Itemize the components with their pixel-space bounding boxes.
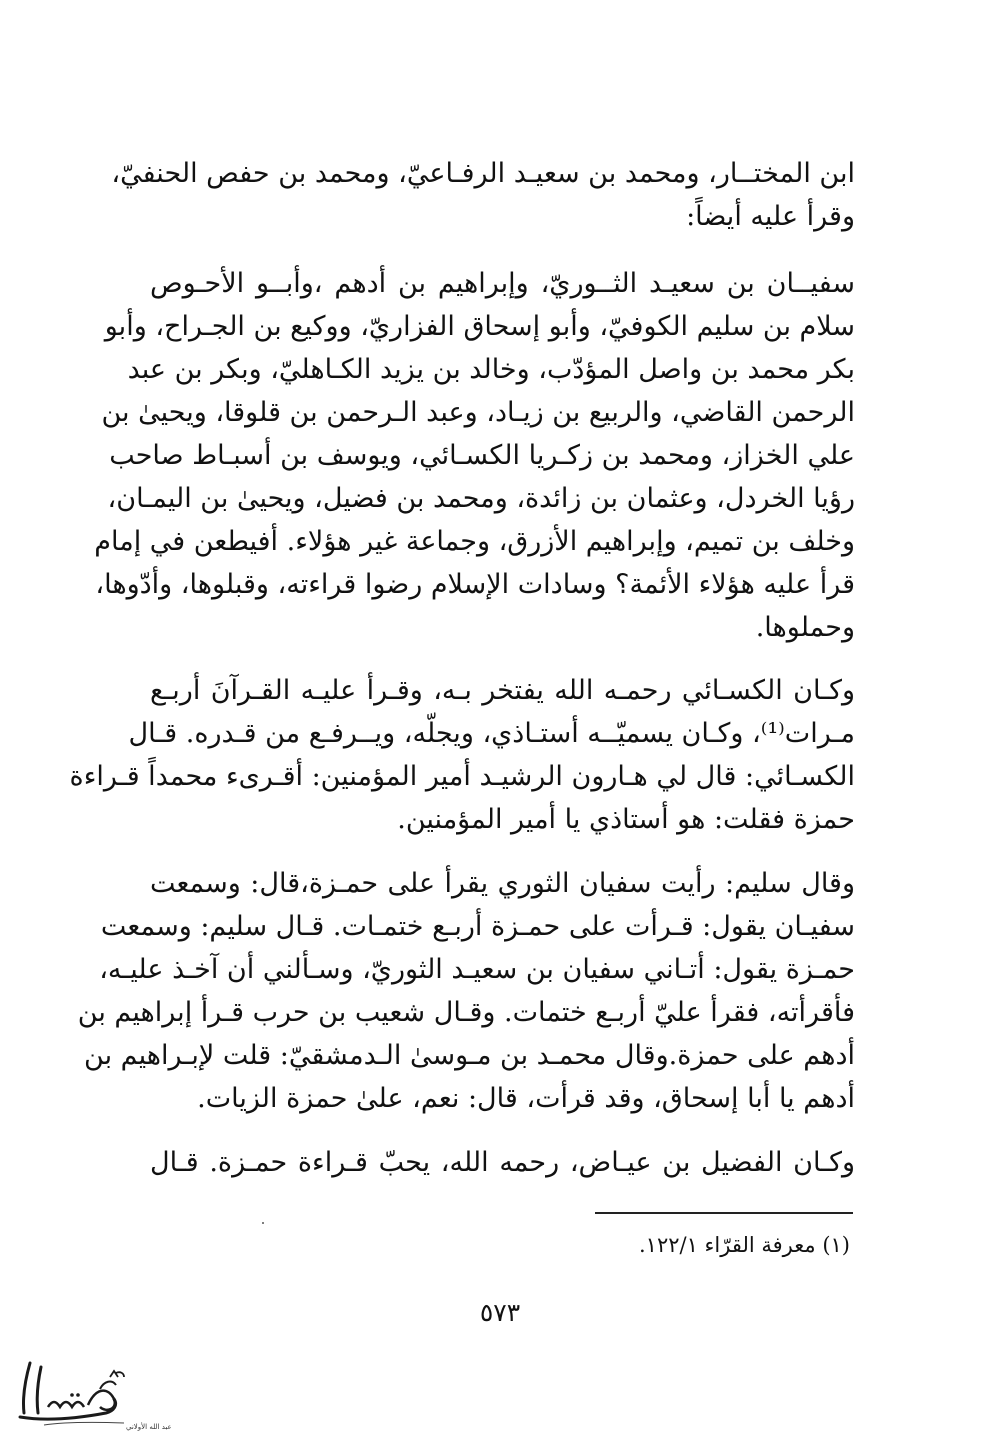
paragraph-3 [69, 669, 855, 841]
text-line: الرحمن القاضي، والربيع بن زيـاد، وعبد الـرحمن بن قلوقا، ويحيىٰ بن [101, 397, 855, 428]
paragraph-1 [111, 152, 855, 238]
text-line: الكسـائي: قال لي هـارون الرشيـد أمير المؤمنين: أقـرىء محمداً قـراءة [69, 761, 855, 792]
text-line: مـرات⁽¹⁾، وكـان يسميّــه أستـاذي، ويجلّه، ويــرفـع من قـدره. قـال [128, 718, 855, 749]
paragraph-2 [94, 262, 855, 649]
text-line: سلام بن سليم الكوفيّ، وأبو إسحاق الفزاريّ، ووكيع بن الجـراح، وأبو [104, 311, 855, 342]
text-line: وحملوها. [755, 612, 855, 643]
paragraph-5 [150, 1141, 855, 1184]
speck [262, 1222, 264, 1224]
watermark-small-text: عبد الله الأولاني [126, 1423, 172, 1431]
text-line: سفيــان بن سعيـد الثــوريّ، وإبراهيم بن أدهم ،وأبــو الأحـوص [150, 268, 855, 299]
text-line: حمزة فقلت: هو أستاذي يا أمير المؤمنين. [397, 804, 855, 835]
text-line: قرأ عليه هؤلاء الأئمة؟ وسادات الإسلام رضوا قراءته، وقبلوها، وأدّوها، [95, 569, 855, 600]
footnote-divider [595, 1212, 853, 1214]
text-line: فأقرأته، فقرأ عليّ أربـع ختمات. وقـال شعيب بن حرب قـرأ إبراهيم بن [77, 997, 855, 1028]
text-line: ابن المختــار، ومحمد بن سعيـد الرفـاعيّ، ومحمد بن حفص الحنفيّ، [111, 158, 855, 189]
page-number: ٥٧٣ [479, 1298, 521, 1327]
text-line: وكـان الكسـائي رحمـه الله يفتخر بـه، وقـرأ عليـه القـرآنَ أربـع [150, 675, 855, 706]
calligraphy-logo-icon [14, 1355, 172, 1431]
paragraph-4 [77, 862, 855, 1120]
text-line: بكر محمد بن واصل المؤدّب، وخالد بن يزيد الكـاهليّ، وبكر بن عبد [127, 354, 855, 385]
text-line: وقال سليم: رأيت سفيان الثوري يقرأ على حمـزة،قال: وسمعت [150, 868, 855, 899]
text-line: رؤيا الخردل، وعثمان بن زائدة، ومحمد بن فضيل، ويحيىٰ بن اليمـان، [107, 483, 855, 514]
footnote: (١) معرفة القرّاء ١٢٢/١. [638, 1233, 850, 1257]
text-line: وخلف بن تميم، وإبراهيم الأزرق، وجماعة غير هؤلاء. أفيطعن في إمام [94, 526, 855, 557]
text-line: وكـان الفضيل بن عيـاض، رحمه الله، يحبّ قـراءة حمـزة. قـال [150, 1147, 855, 1178]
text-line: سفيـان يقول: قـرأت على حمـزة أربـع ختمـات. قـال سليم: وسمعت [100, 911, 855, 942]
text-line: علي الخزاز، ومحمد بن زكـريا الكسـائي، ويوسف بن أسبـاط صاحب [109, 440, 855, 471]
text-line: أدهم على حمزة.وقال محمـد بن مـوسىٰ الـدمشقيّ: قلت لإبـراهيم بن [84, 1040, 855, 1071]
text-line: وقرأ عليه أيضاً: [686, 201, 855, 232]
text-line: أدهم يا أبا إسحاق، وقد قرأت، قال: نعم، علىٰ حمزة الزيات. [197, 1083, 855, 1114]
text-line: حمـزة يقول: أتـاني سفيان بن سعيـد الثوريّ، وسـألني أن آخـذ عليـه، [99, 954, 855, 985]
